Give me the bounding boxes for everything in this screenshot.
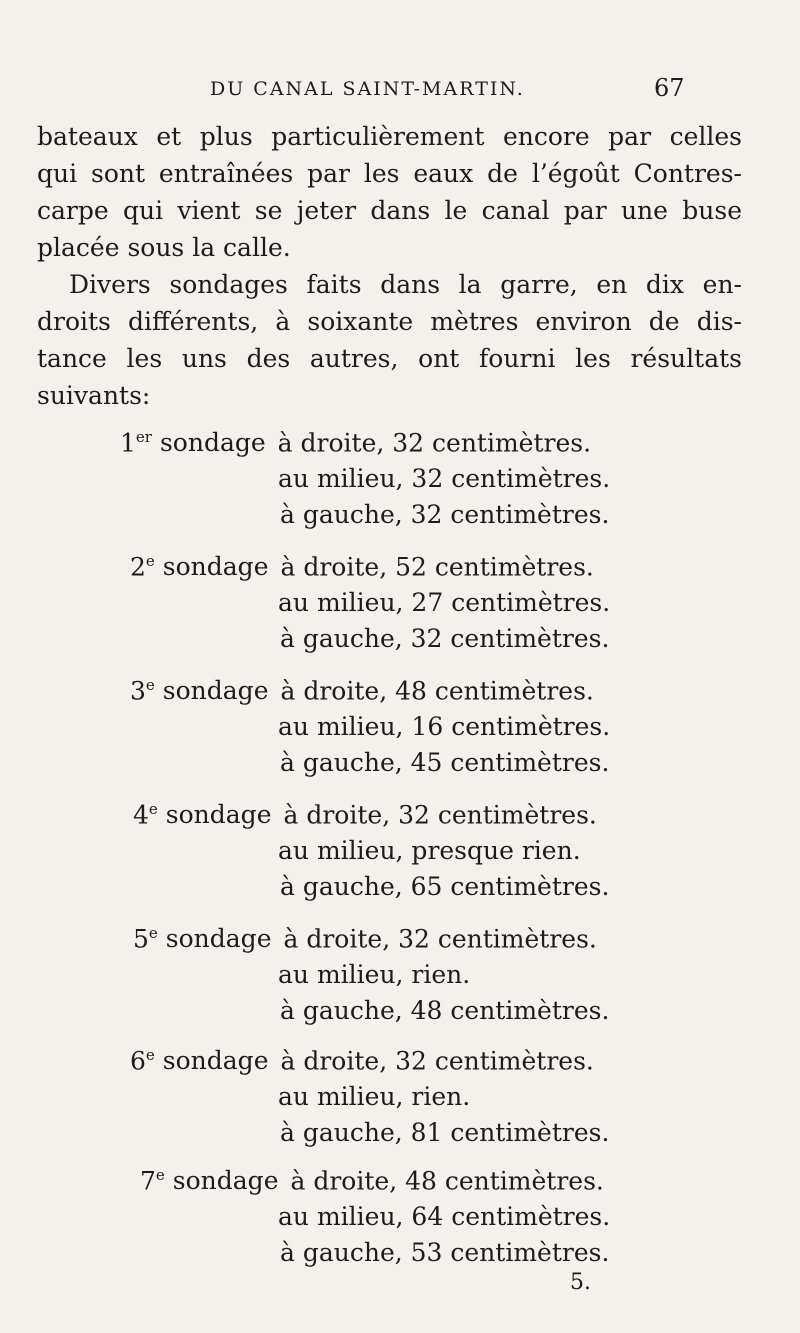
sondage-ordinal: e (155, 1166, 165, 1184)
sondage-droite-line (133, 800, 597, 829)
sondage-gauche-line: à gauche, 81 centimètres. (280, 1118, 610, 1147)
sondage-number: 2 (130, 552, 146, 582)
sondage-droite: à droite, 32 centimètres. (280, 1046, 594, 1076)
body-text (37, 118, 742, 414)
sondage-droite: à droite, 48 centimètres. (280, 676, 594, 706)
sondage-droite-line (130, 676, 594, 705)
sondage-droite-line (140, 1166, 604, 1195)
sondage-droite: à droite, 32 centimètres. (277, 428, 592, 458)
sondage-gauche-line: à gauche, 65 centimètres. (280, 872, 610, 901)
running-title: DU CANAL SAINT-MARTIN. (210, 78, 525, 100)
sondage-number: 7 (140, 1166, 156, 1196)
sondage-label: sondage (162, 552, 269, 582)
sondage-droite: à droite, 32 centimètres. (283, 800, 597, 830)
sondage-ordinal: e (145, 552, 155, 570)
text-line: placée sous la calle. (37, 233, 291, 262)
sondage-milieu-line: au milieu, 32 centimètres. (278, 464, 611, 493)
sondage-milieu-line: au milieu, 16 centimètres. (278, 712, 611, 741)
sondage-label: sondage (165, 800, 272, 830)
sondage-droite-line (133, 924, 597, 953)
text-line: Divers sondages faits dans la garre, en dix en- (69, 270, 742, 299)
sondage-number: 6 (130, 1046, 146, 1076)
sondage-droite: à droite, 48 centimètres. (290, 1166, 604, 1196)
sondage-ordinal: er (135, 428, 152, 446)
sondage-number: 3 (130, 676, 146, 706)
sondage-ordinal: e (145, 1046, 155, 1064)
sondage-label: sondage (165, 924, 272, 954)
sondage-gauche-line: à gauche, 48 centimètres. (280, 996, 610, 1025)
sondage-gauche-line: à gauche, 32 centimètres. (280, 500, 610, 529)
sondage-milieu-line: au milieu, 64 centimètres. (278, 1202, 611, 1231)
paragraph-1 (37, 118, 742, 266)
text-line: tance les uns des autres, ont fourni les résultats (37, 344, 742, 373)
sondage-gauche-line: à gauche, 45 centimètres. (280, 748, 610, 777)
sondage-number: 4 (133, 800, 149, 830)
text-line: suivants: (37, 381, 151, 410)
sondage-number: 5 (133, 924, 149, 954)
sondage-droite-line (130, 552, 594, 581)
sondage-milieu-line: au milieu, presque rien. (278, 836, 581, 865)
sondage-number: 1 (120, 428, 136, 458)
sondage-label: sondage (162, 1046, 269, 1076)
signature-mark: 5. (570, 1270, 591, 1295)
sondage-droite: à droite, 52 centimètres. (280, 552, 594, 582)
sondage-droite-line (120, 428, 591, 457)
sondage-milieu-line: au milieu, 27 centimètres. (278, 588, 611, 617)
sondage-droite-line (130, 1046, 594, 1075)
sondage-milieu-line: au milieu, rien. (278, 960, 471, 989)
text-line: droits différents, à soixante mètres environ de dis- (37, 307, 742, 336)
text-line: carpe qui vient se jeter dans le canal par une buse (37, 196, 742, 225)
sondage-ordinal: e (145, 676, 155, 694)
sondage-ordinal: e (148, 800, 158, 818)
text-line: qui sont entraînées par les eaux de l’égoût Contres- (37, 159, 742, 188)
sondage-droite: à droite, 32 centimètres. (283, 924, 597, 954)
sondage-label: sondage (172, 1166, 279, 1196)
text-line: bateaux et plus particulièrement encore par celles (37, 122, 742, 151)
sondage-gauche-line: à gauche, 32 centimètres. (280, 624, 610, 653)
page-number: 67 (654, 74, 685, 102)
sondage-gauche-line: à gauche, 53 centimètres. (280, 1238, 610, 1267)
sondage-ordinal: e (148, 924, 158, 942)
sondage-label: sondage (162, 676, 269, 706)
paragraph-2 (37, 266, 742, 414)
sondage-milieu-line: au milieu, rien. (278, 1082, 471, 1111)
sondage-label: sondage (159, 428, 266, 458)
